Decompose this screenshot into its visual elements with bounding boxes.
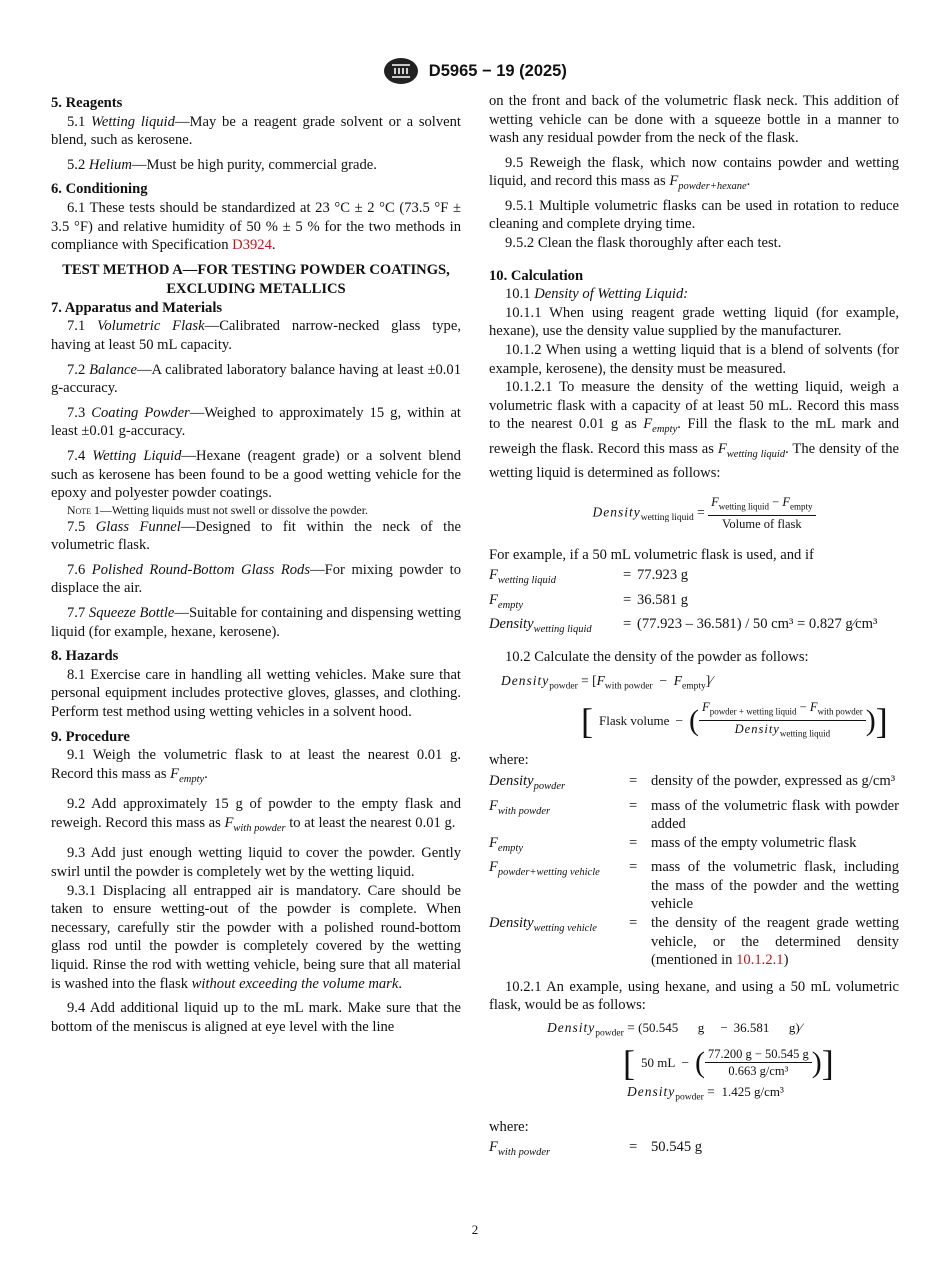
para-5-2: 5.2 Helium—Must be high purity, commercial grade. [67,156,377,173]
para-10-1-1: 10.1.1 When using reagent grade wetting liquid (for example, hexane), use the density value supplied by the manufacturer. [489,304,899,340]
where-label-2: where: [489,1118,529,1135]
para-9-3-1: 9.3.1 Displacing all entrapped air is mandatory. Care should be taken to ensure wetting-out of the powder is complete. When necessary, carefully stir the powder with a polished round-bottom glass rod until the powder is completely covered by the wetting liquid. Rinse the rod with wetting vehicle, being sure that all material is washed into the flask without exceeding the volume mark. [51,882,461,992]
where-equals: = [629,773,638,790]
section-9-title: 9. Procedure [51,728,130,745]
para-7-2: 7.2 Balance—A calibrated laboratory balance having at least ±0.01 g-accuracy. [51,361,461,397]
para-9-5-1: 9.5.1 Multiple volumetric flasks can be used in rotation to reduce cleaning and complete drying time. [489,197,899,233]
equation-example: Density$_{powder}$ = (50.545 g − 36.581 g)⁄ [ 50 mL − ( $\frac{77.200 g - 50.545 g}{\text{0.663 g/cm³}}$ ) ] Density$_{powder}$ = 1.425 g/cm³ [547,1020,834,1103]
para-8-1: 8.1 Exercise care in handling all wetting vehicles. Make sure that personal equipment includes protective gloves, glasses, and clothing. Perform test method using wetting vehicles in a solvent hood. [51,666,461,721]
where-label-1: where: [489,752,529,769]
section-10-title: 10. Calculation [489,267,584,284]
where-var: Density$_{powder}$ [489,773,566,792]
where-text: density of the powder, expressed as g/cm³ [651,773,896,790]
section-6-title: 6. Conditioning [51,181,148,198]
para-9-2: 9.2 Add approximately 15 g of powder to the empty flask and reweigh. Record this mass as $F_{with powder}$ to at least the nearest 0.01 g. [51,796,461,834]
where-text: mass of the volumetric flask with powder added [651,797,899,833]
where-var: Density$_{wetting vehicle}$ [489,915,597,934]
final-definition: $F_{with powder}$ = 50.545 g [489,1139,703,1159]
where-var: $F_{powder+wetting vehicle}$ [489,859,600,879]
para-9-4-continued: on the front and back of the volumetric flask neck. This addition of wetting vehicle can be done with a squeeze bottle in a manner to wash any residual powder from the neck of the flask. [489,93,899,147]
link-10-1-2-1[interactable]: 10.1.2.1 [736,952,784,969]
para-10-2-1: 10.2.1 An example, using hexane, and using a 50 mL volumetric flask, would be as follows: [489,978,899,1014]
right-column [489,92,899,1163]
page-header [0,56,950,86]
para-6-1: 6.1 These tests should be standardized at 23 °C ± 2 °C (73.5 °F ± 3.5 °F) and relative humidity of 50 % ± 5 % for the two methods in compliance with Specification D3924. [51,199,461,254]
example-var: $F_{empty}$ [489,591,523,611]
where-equals: = [629,797,638,814]
example-equals: = [623,591,632,608]
section-8-title: 8. Hazards [51,648,119,665]
para-7-1: 7.1 Volumetric Flask—Calibrated narrow-necked glass type, having at least 50 mL capacity. [51,318,461,353]
where-text: the density of the reagent grade wetting vehicle, or the determined density (mentioned in 10.1.2.1) [651,915,899,969]
example-intro: For example, if a 50 mL volumetric flask is used, and if [489,546,814,563]
para-7-5: 7.5 Glass Funnel—Designed to fit within the neck of the volumetric flask. [51,518,461,554]
para-7-6: 7.6 Polished Round-Bottom Glass Rods—For mixing powder to displace the air. [51,561,461,597]
left-column [51,92,461,1042]
example-var: $F_{wetting liquid}$ [489,567,556,586]
equation-density-wetting-liquid: Density$_{wetting liquid}$ = $\frac{F_{wetting liquid} - F_{empty}}{\text{Volume of flask}}$ [489,495,899,532]
para-10-1-2-1: 10.1.2.1 To measure the density of the wetting liquid, weigh a volumetric flask with a capacity of at least 50 mL. Record this mass to the nearest 0.01 g as $F_{empty}$. Fill the flask to the mL mark and reweigh the flask. Record this mass as $F_{wetting liquid}$. The density of the wetting liquid is determined as follows: [489,379,900,482]
para-10-2: 10.2 Calculate the density of the powder as follows: [505,648,809,665]
where-text: mass of the empty volumetric flask [651,834,857,851]
test-method-a-title: TEST METHOD A—FOR TESTING POWDER COATINGS, EXCLUDING METALLICS [62,261,450,297]
para-7-4: 7.4 Wetting Liquid—Hexane (reagent grade) or a solvent blend such as kerosene has been found to be a good wetting vehicle for the epoxy and polyester powder coatings. [51,447,461,502]
where-definitions [489,772,899,970]
example-var: Density$_{wetting liquid}$ [489,616,592,635]
section-5-title: 5. Reagents [51,95,123,111]
para-10-1-2: 10.1.2 When using a wetting liquid that is a blend of solvents (for example, kerosene), the density must be measured. [489,342,899,377]
para-9-5: 9.5 Reweigh the flask, which now contains powder and wetting liquid, and record this mass as $F_{powder+hexane}$. [489,154,899,193]
where-equals: = [629,859,638,876]
where-text: mass of the volumetric flask, including the mass of the powder and the wetting vehicle [651,859,899,913]
para-9-4: 9.4 Add additional liquid up to the mL mark. Make sure that the bottom of the meniscus is aligned at eye level with the line [51,1000,461,1035]
example-value: 36.581 g [637,591,689,608]
example-values [489,566,899,640]
para-9-5-2: 9.5.2 Clean the flask thoroughly after each test. [505,235,782,252]
example-equals: = [623,616,632,633]
section-7-title: 7. Apparatus and Materials [51,299,223,316]
equation-density-powder: Density$_{powder}$ = [$F_{with powder}$ − $F_{empty}]⁄$ [ Flask volume − ( $\frac{F_{powder + wetting liquid} - F_{with powder}}{Density_{wetting liquid}}$ ) ] [501,673,888,741]
example-value: (77.923 – 36.581) / 50 cm³ = 0.827 g⁄cm³ [637,616,878,633]
note-1: Note 1—Wetting liquids must not swell or dissolve the powder. [67,502,368,517]
where-equals: = [629,915,638,932]
para-9-3: 9.3 Add just enough wetting liquid to cover the powder. Gently swirl until the powder is completely wet by the wetting liquid. [51,845,461,880]
para-9-1: 9.1 Weigh the volumetric flask to at least the nearest 0.01 g. Record this mass as $F_{empty}$. [51,747,461,785]
para-10-1: 10.1 Density of Wetting Liquid: [505,286,689,303]
where-equals: = [629,834,638,851]
link-d3924[interactable]: D3924 [232,237,272,254]
example-value: 77.923 g [637,567,689,584]
astm-logo-icon [383,56,419,86]
para-7-3: 7.3 Coating Powder—Weighed to approximately 15 g, within at least ±0.01 g-accuracy. [51,404,461,440]
para-7-7: 7.7 Squeeze Bottle—Suitable for containing and dispensing wetting liquid (for example, hexane, kerosene). [51,605,461,640]
where-var: $F_{empty}$ [489,834,523,854]
standard-designation: D5965 − 19 (2025) [428,61,567,80]
para-5-1: 5.1 Wetting liquid—May be a reagent grade solvent or a solvent blend, such as kerosene. [51,113,461,149]
where-var: $F_{with powder}$ [489,797,551,817]
example-equals: = [623,567,632,584]
page-number: 2 [471,1222,479,1237]
